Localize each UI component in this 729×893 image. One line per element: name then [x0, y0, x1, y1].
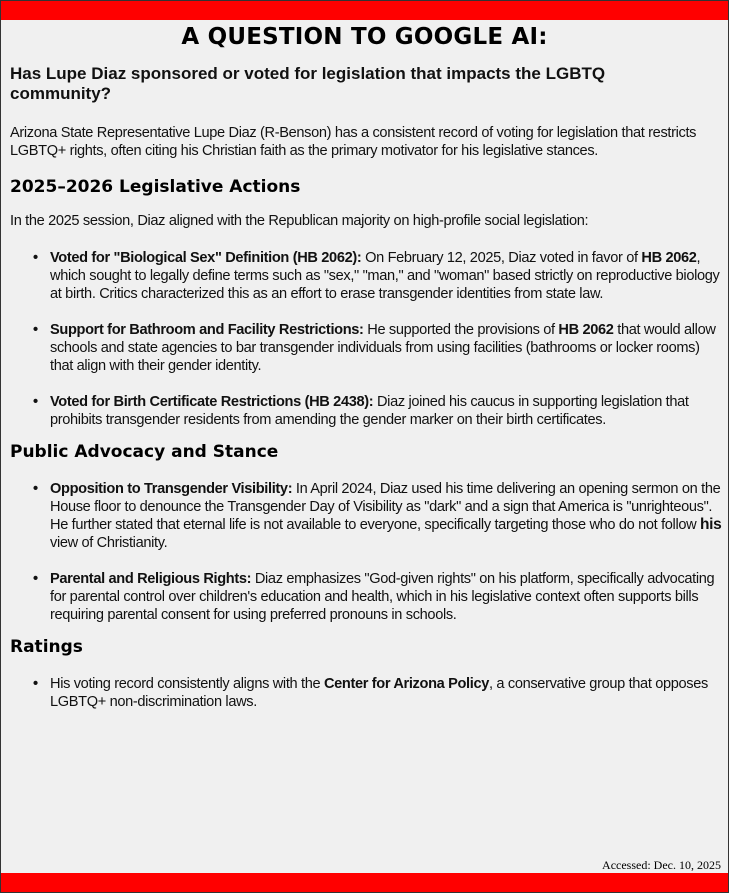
bullet-icon: •: [33, 250, 38, 266]
ratings-list: [10, 675, 724, 711]
item-text: On February 12, 2025, Diaz voted in favor of: [361, 250, 642, 266]
section-lead: In the 2025 session, Diaz aligned with the Republican majority on high-profile social legislation:: [10, 213, 589, 229]
accessed-date: Accessed: Dec. 10, 2025: [602, 858, 721, 872]
bullet-icon: •: [33, 394, 38, 410]
answer-content: [10, 124, 724, 711]
item-label: Parental and Religious Rights:: [50, 571, 252, 587]
list-item: [33, 480, 724, 552]
item-bold: HB 2062: [558, 322, 614, 338]
item-label: Opposition to Transgender Visibility:: [50, 481, 293, 497]
page-title: A QUESTION TO GOOGLE AI:: [181, 24, 548, 50]
item-text: , a conservative group that opposes LGBTQ+ non-discrimination laws.: [50, 676, 708, 710]
item-bold: Center for Arizona Policy: [323, 676, 489, 692]
item-bold: HB 2062: [641, 250, 697, 266]
bullet-icon: •: [33, 481, 38, 497]
bottom-red-bar: [1, 873, 728, 893]
item-text: , which sought to legally define terms such as "sex," "man," and "woman" based strictly on reproductive biology at birth. Critics characterized this as an effort to erase transgender identities from state law.: [50, 250, 720, 302]
list-item: [33, 321, 724, 375]
item-label: Voted for "Biological Sex" Definition (HB 2062):: [50, 250, 362, 266]
item-label: Voted for Birth Certificate Restrictions (HB 2438):: [50, 394, 374, 410]
top-red-bar: [1, 1, 728, 20]
list-item: [33, 393, 724, 429]
item-text: view of Christianity.: [50, 535, 168, 551]
item-label: Support for Bathroom and Facility Restrictions:: [50, 322, 364, 338]
bullet-icon: •: [33, 322, 38, 338]
question-heading: Has Lupe Diaz sponsored or voted for legislation that impacts the LGBTQ community?: [10, 64, 606, 103]
item-text: In April 2024, Diaz used his time delivering an opening sermon on the House floor to denounce the Transgender Day of Visibility as "dark" and a sign that America is "unrighteous". He further stated that eternal life is not available to everyone, specifically targeting those who do not follow: [50, 481, 721, 533]
item-text: Diaz emphasizes "God-given rights" on his platform, specifically advocating for parental control over children's education and health, which in his legislative context often supports bills requiring parental consent for using preferred pronouns in schools.: [50, 571, 715, 623]
item-text: that would allow schools and state agencies to bar transgender individuals from using facilities (bathrooms or locker rooms) that align with their gender identity.: [50, 322, 716, 374]
list-item: [33, 675, 724, 711]
item-text: Diaz joined his caucus in supporting legislation that prohibits transgender residents from amending the gender marker on their birth certificates.: [50, 394, 689, 428]
legislative-list: [10, 249, 724, 429]
item-text: He supported the provisions of: [363, 322, 559, 338]
bullet-icon: •: [33, 571, 38, 587]
intro-paragraph: Arizona State Representative Lupe Diaz (R-Benson) has a consistent record of voting for legislation that restricts LGBTQ+ rights, often citing his Christian faith as the primary motivator for his legislative stances.: [10, 125, 697, 159]
section-heading-ratings: Ratings: [10, 637, 83, 657]
item-bold: his: [700, 516, 722, 533]
bullet-icon: •: [33, 676, 38, 692]
section-heading-legislative: 2025–2026 Legislative Actions: [10, 177, 301, 197]
list-item: [33, 249, 724, 303]
section-heading-advocacy: Public Advocacy and Stance: [10, 442, 279, 462]
item-text: His voting record consistently aligns with the: [50, 676, 324, 692]
advocacy-list: [10, 480, 724, 624]
list-item: [33, 570, 724, 624]
